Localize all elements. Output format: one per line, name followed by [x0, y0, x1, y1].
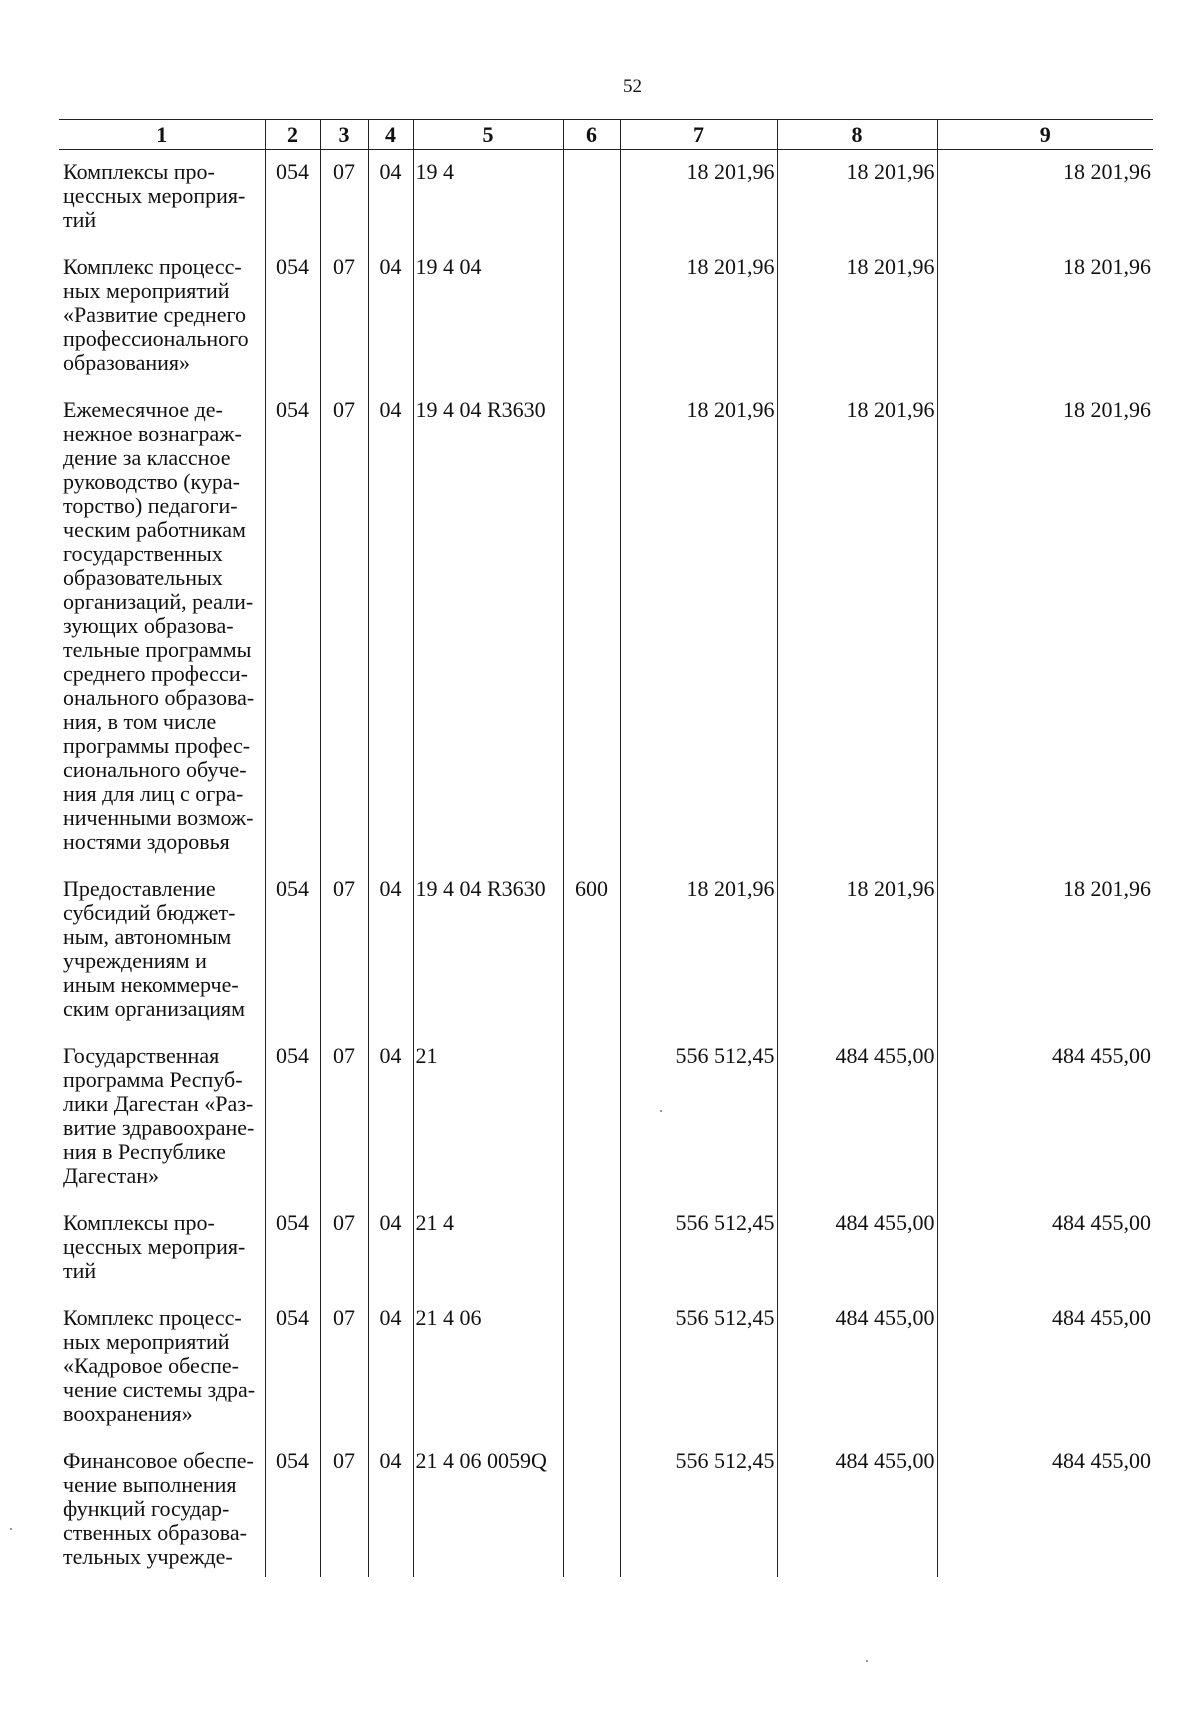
description-line: Дагестан» — [63, 1163, 160, 1188]
expense-type-cell — [563, 245, 620, 388]
table-row — [59, 388, 1153, 867]
amount-year1-cell: 18 201,96 — [620, 245, 777, 388]
table-body — [59, 150, 1153, 1578]
description-line: ния в Республике — [63, 1139, 226, 1164]
amount-year3-cell: 18 201,96 — [937, 150, 1153, 246]
description-line: Ежемесячное де- — [63, 397, 223, 422]
row-description — [59, 1034, 265, 1201]
table-row — [59, 867, 1153, 1034]
description-line: тий — [63, 1258, 97, 1283]
subsection-cell: 04 — [368, 1296, 413, 1439]
section-cell: 07 — [320, 1296, 368, 1439]
target-article-cell: 19 4 — [413, 150, 563, 246]
amount-year3-cell: 18 201,96 — [937, 245, 1153, 388]
description-line: воохранения» — [63, 1401, 193, 1426]
column-header-2: 2 — [265, 120, 320, 150]
description-line: Комплекс процесс- — [63, 254, 242, 279]
column-header-9: 9 — [937, 120, 1153, 150]
description-line: Финансовое обеспе- — [63, 1448, 254, 1473]
amount-year1-cell: 18 201,96 — [620, 388, 777, 867]
description-line: руководство (кура- — [63, 469, 240, 494]
description-line: зующих образова- — [63, 613, 234, 638]
admin-code-cell: 054 — [265, 1034, 320, 1201]
target-article-cell: 19 4 04 R3630 — [413, 867, 563, 1034]
amount-year2-cell: 484 455,00 — [777, 1034, 937, 1201]
column-header-1: 1 — [59, 120, 265, 150]
subsection-cell: 04 — [368, 245, 413, 388]
amount-year1-cell: 556 512,45 — [620, 1034, 777, 1201]
amount-year2-cell: 484 455,00 — [777, 1201, 937, 1296]
description-line: ниченными возмож- — [63, 805, 254, 830]
description-line: ния для лиц с огра- — [63, 781, 244, 806]
subsection-cell: 04 — [368, 150, 413, 246]
table-row — [59, 1201, 1153, 1296]
description-line: Комплексы про- — [63, 159, 215, 184]
description-line: «Кадровое обеспе- — [63, 1353, 239, 1378]
admin-code-cell: 054 — [265, 1296, 320, 1439]
section-cell: 07 — [320, 245, 368, 388]
section-cell: 07 — [320, 1201, 368, 1296]
target-article-cell: 21 — [413, 1034, 563, 1201]
amount-year2-cell: 18 201,96 — [777, 867, 937, 1034]
table-row — [59, 245, 1153, 388]
description-line: программы профес- — [63, 733, 251, 758]
section-cell: 07 — [320, 388, 368, 867]
admin-code-cell: 054 — [265, 1201, 320, 1296]
scan-speck — [10, 1528, 12, 1530]
column-header-4: 4 — [368, 120, 413, 150]
expense-type-cell — [563, 1296, 620, 1439]
description-line: среднего професси- — [63, 661, 248, 686]
description-line: ственных образова- — [63, 1520, 247, 1545]
amount-year3-cell: 18 201,96 — [937, 388, 1153, 867]
target-article-cell: 21 4 06 — [413, 1296, 563, 1439]
amount-year3-cell: 484 455,00 — [937, 1201, 1153, 1296]
row-description — [59, 388, 265, 867]
expense-type-cell — [563, 388, 620, 867]
budget-table-container — [59, 119, 1153, 1577]
description-line: торство) педагоги- — [63, 493, 238, 518]
row-description — [59, 1296, 265, 1439]
description-line: чение выполнения — [63, 1472, 237, 1497]
amount-year1-cell: 18 201,96 — [620, 150, 777, 246]
expense-type-cell — [563, 1201, 620, 1296]
column-header-7: 7 — [620, 120, 777, 150]
row-description — [59, 867, 265, 1034]
subsection-cell: 04 — [368, 1034, 413, 1201]
description-line: функций государ- — [63, 1496, 230, 1521]
target-article-cell: 21 4 06 0059Q — [413, 1439, 563, 1577]
amount-year3-cell: 484 455,00 — [937, 1034, 1153, 1201]
table-header-row — [59, 120, 1153, 150]
section-cell: 07 — [320, 867, 368, 1034]
amount-year2-cell: 484 455,00 — [777, 1296, 937, 1439]
description-line: онального образова- — [63, 685, 255, 710]
budget-table — [59, 119, 1153, 1577]
scan-speck — [866, 1660, 868, 1662]
description-line: чение системы здра- — [63, 1377, 256, 1402]
subsection-cell: 04 — [368, 1201, 413, 1296]
amount-year1-cell: 556 512,45 — [620, 1296, 777, 1439]
description-line: программа Респуб- — [63, 1067, 243, 1092]
description-line: дение за классное — [63, 445, 231, 470]
admin-code-cell: 054 — [265, 867, 320, 1034]
description-line: ных мероприятий — [63, 1329, 230, 1354]
table-row — [59, 150, 1153, 246]
description-line: учреждениям и — [63, 948, 207, 973]
description-line: ных мероприятий — [63, 278, 230, 303]
target-article-cell: 19 4 04 R3630 — [413, 388, 563, 867]
expense-type-cell — [563, 150, 620, 246]
section-cell: 07 — [320, 1439, 368, 1577]
description-line: субсидий бюджет- — [63, 900, 236, 925]
description-line: витие здравоохране- — [63, 1115, 255, 1140]
description-line: Предоставление — [63, 876, 216, 901]
amount-year1-cell: 556 512,45 — [620, 1439, 777, 1577]
description-line: цессных мероприя- — [63, 183, 246, 208]
admin-code-cell: 054 — [265, 150, 320, 246]
table-row — [59, 1034, 1153, 1201]
column-header-8: 8 — [777, 120, 937, 150]
description-line: образования» — [63, 350, 191, 375]
description-line: цессных мероприя- — [63, 1234, 246, 1259]
amount-year2-cell: 18 201,96 — [777, 388, 937, 867]
description-line: государственных — [63, 541, 223, 566]
subsection-cell: 04 — [368, 1439, 413, 1577]
column-header-3: 3 — [320, 120, 368, 150]
amount-year3-cell: 484 455,00 — [937, 1296, 1153, 1439]
section-cell: 07 — [320, 1034, 368, 1201]
row-description — [59, 150, 265, 246]
description-line: Комплексы про- — [63, 1210, 215, 1235]
amount-year1-cell: 556 512,45 — [620, 1201, 777, 1296]
amount-year3-cell: 18 201,96 — [937, 867, 1153, 1034]
expense-type-cell — [563, 1034, 620, 1201]
column-header-6: 6 — [563, 120, 620, 150]
column-header-5: 5 — [413, 120, 563, 150]
description-line: тельные программы — [63, 637, 252, 662]
row-description — [59, 1439, 265, 1577]
description-line: Государственная — [63, 1043, 220, 1068]
description-line: лики Дагестан «Раз- — [63, 1091, 254, 1116]
page-number: 52 — [623, 76, 642, 97]
description-line: тий — [63, 207, 97, 232]
amount-year2-cell: 18 201,96 — [777, 245, 937, 388]
subsection-cell: 04 — [368, 388, 413, 867]
description-line: ным, автономным — [63, 924, 232, 949]
subsection-cell: 04 — [368, 867, 413, 1034]
amount-year1-cell: 18 201,96 — [620, 867, 777, 1034]
admin-code-cell: 054 — [265, 1439, 320, 1577]
admin-code-cell: 054 — [265, 388, 320, 867]
description-line: профессионального — [63, 326, 249, 351]
expense-type-cell: 600 — [563, 867, 620, 1034]
description-line: сионального обуче- — [63, 757, 247, 782]
description-line: «Развитие среднего — [63, 302, 246, 327]
table-row — [59, 1439, 1153, 1577]
description-line: ческим работникам — [63, 517, 246, 542]
target-article-cell: 19 4 04 — [413, 245, 563, 388]
description-line: образовательных — [63, 565, 223, 590]
description-line: иным некоммерче- — [63, 972, 239, 997]
table-row — [59, 1296, 1153, 1439]
amount-year2-cell: 18 201,96 — [777, 150, 937, 246]
amount-year3-cell: 484 455,00 — [937, 1439, 1153, 1577]
description-line: ским организациям — [63, 996, 246, 1021]
amount-year2-cell: 484 455,00 — [777, 1439, 937, 1577]
scan-speck — [660, 1110, 662, 1112]
expense-type-cell — [563, 1439, 620, 1577]
target-article-cell: 21 4 — [413, 1201, 563, 1296]
description-line: нежное вознаграж- — [63, 421, 242, 446]
description-line: ностями здоровья — [63, 829, 230, 854]
description-line: Комплекс процесс- — [63, 1305, 242, 1330]
description-line: тельных учрежде- — [63, 1544, 233, 1569]
admin-code-cell: 054 — [265, 245, 320, 388]
description-line: организаций, реали- — [63, 589, 254, 614]
section-cell: 07 — [320, 150, 368, 246]
description-line: ния, в том числе — [63, 709, 217, 734]
row-description — [59, 1201, 265, 1296]
row-description — [59, 245, 265, 388]
